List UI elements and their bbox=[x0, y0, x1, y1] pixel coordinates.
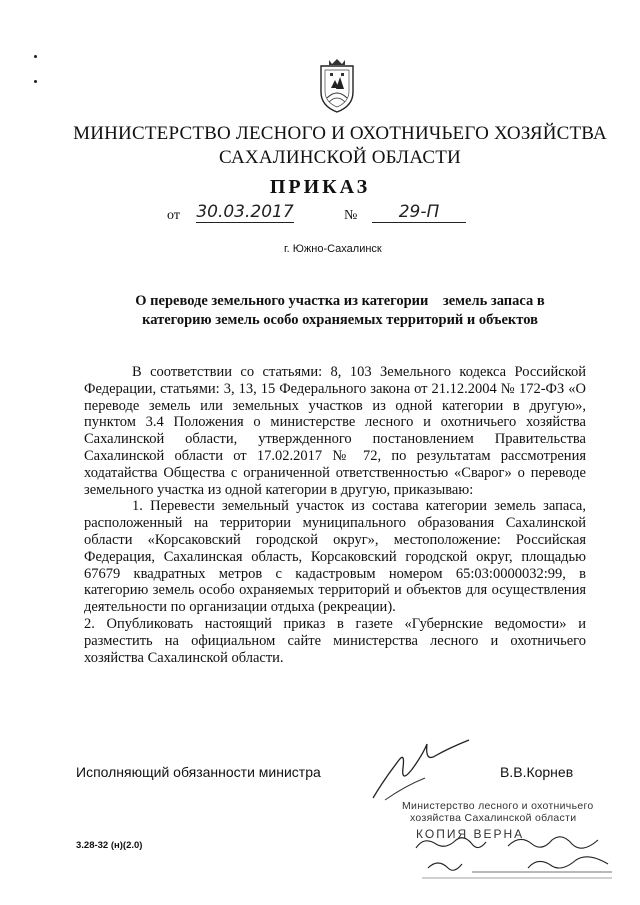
order-subject bbox=[100, 292, 580, 330]
order-subject-line1: О переводе земельного участка из категории земель запаса в bbox=[135, 293, 545, 309]
order-item-1: 1. Перевести земельный участок из состава категории земель запаса, расположенный на территории муниципального образования Сахалинской области «Корсаковский городской округ», местоположение: Российская Федерация, Сахалинская область, Корсаковский городской округ, площадью 67679 квадратных метров с кадастровым номером 65:03:0000032:99, в категорию земель особо охраняемых территорий и объектов для осуществления деятельности по организации отдыха (рекреации). bbox=[84, 498, 586, 616]
document-type-heading: ПРИКАЗ bbox=[269, 176, 371, 198]
copy-certification-stamp bbox=[396, 800, 626, 886]
coat-of-arms-emblem bbox=[316, 58, 358, 114]
city-label: г. Южно-Сахалинск bbox=[284, 243, 382, 255]
order-date: 30.03.2017 bbox=[196, 202, 294, 222]
order-subject-line2: категорию земель особо охраняемых территорий и объектов bbox=[142, 312, 538, 328]
date-prefix: от bbox=[167, 208, 180, 223]
ministry-name-line2: САХАЛИНСКОЙ ОБЛАСТИ bbox=[219, 147, 461, 168]
signatory-title: Исполняющий обязанности министра bbox=[76, 764, 321, 780]
handwritten-signature bbox=[365, 738, 485, 808]
stamp-line2: хозяйства Сахалинской области bbox=[410, 812, 577, 824]
number-prefix: № bbox=[344, 208, 358, 223]
stamp-line3: КОПИЯ ВЕРНА bbox=[416, 827, 525, 841]
stamp-line1: Министерство лесного и охотничьего bbox=[402, 800, 594, 812]
scan-speck bbox=[34, 55, 37, 58]
stamp-handwriting bbox=[412, 830, 622, 886]
scan-speck bbox=[34, 80, 37, 83]
order-body bbox=[84, 364, 586, 666]
form-code: 3.28-32 (н)(2.0) bbox=[76, 840, 143, 851]
ministry-name bbox=[60, 122, 620, 170]
signatory-name: В.В.Корнев bbox=[500, 764, 574, 780]
ministry-name-line1: МИНИСТЕРСТВО ЛЕСНОГО И ОХОТНИЧЬЕГО ХОЗЯЙСТВА bbox=[73, 123, 607, 144]
order-item-2: 2. Опубликовать настоящий приказ в газете «Губернские ведомости» и разместить на официальном сайте министерства лесного и охотничьего хозяйства Сахалинской области. bbox=[84, 615, 586, 666]
preamble-paragraph: В соответствии со статьями: 8, 103 Земельного кодекса Российской Федерации, статьями: 3, 13, 15 Федерального закона от 21.12.2004 № 172-ФЗ «О переводе земель или земельных участков из одной категории в другую», пунктом 3.4 Положения о министерстве лесного и охотничьего хозяйства Сахалинской области, утвержденного постановлением Правительства Сахалинской области от 17.02.2017 № 72, по результатам рассмотрения ходатайства Общества с ограниченной ответственностью «Сварог» о переводе земельного участка из одной категории в другую, приказываю: bbox=[84, 364, 586, 498]
order-number: 29-П bbox=[372, 202, 466, 223]
